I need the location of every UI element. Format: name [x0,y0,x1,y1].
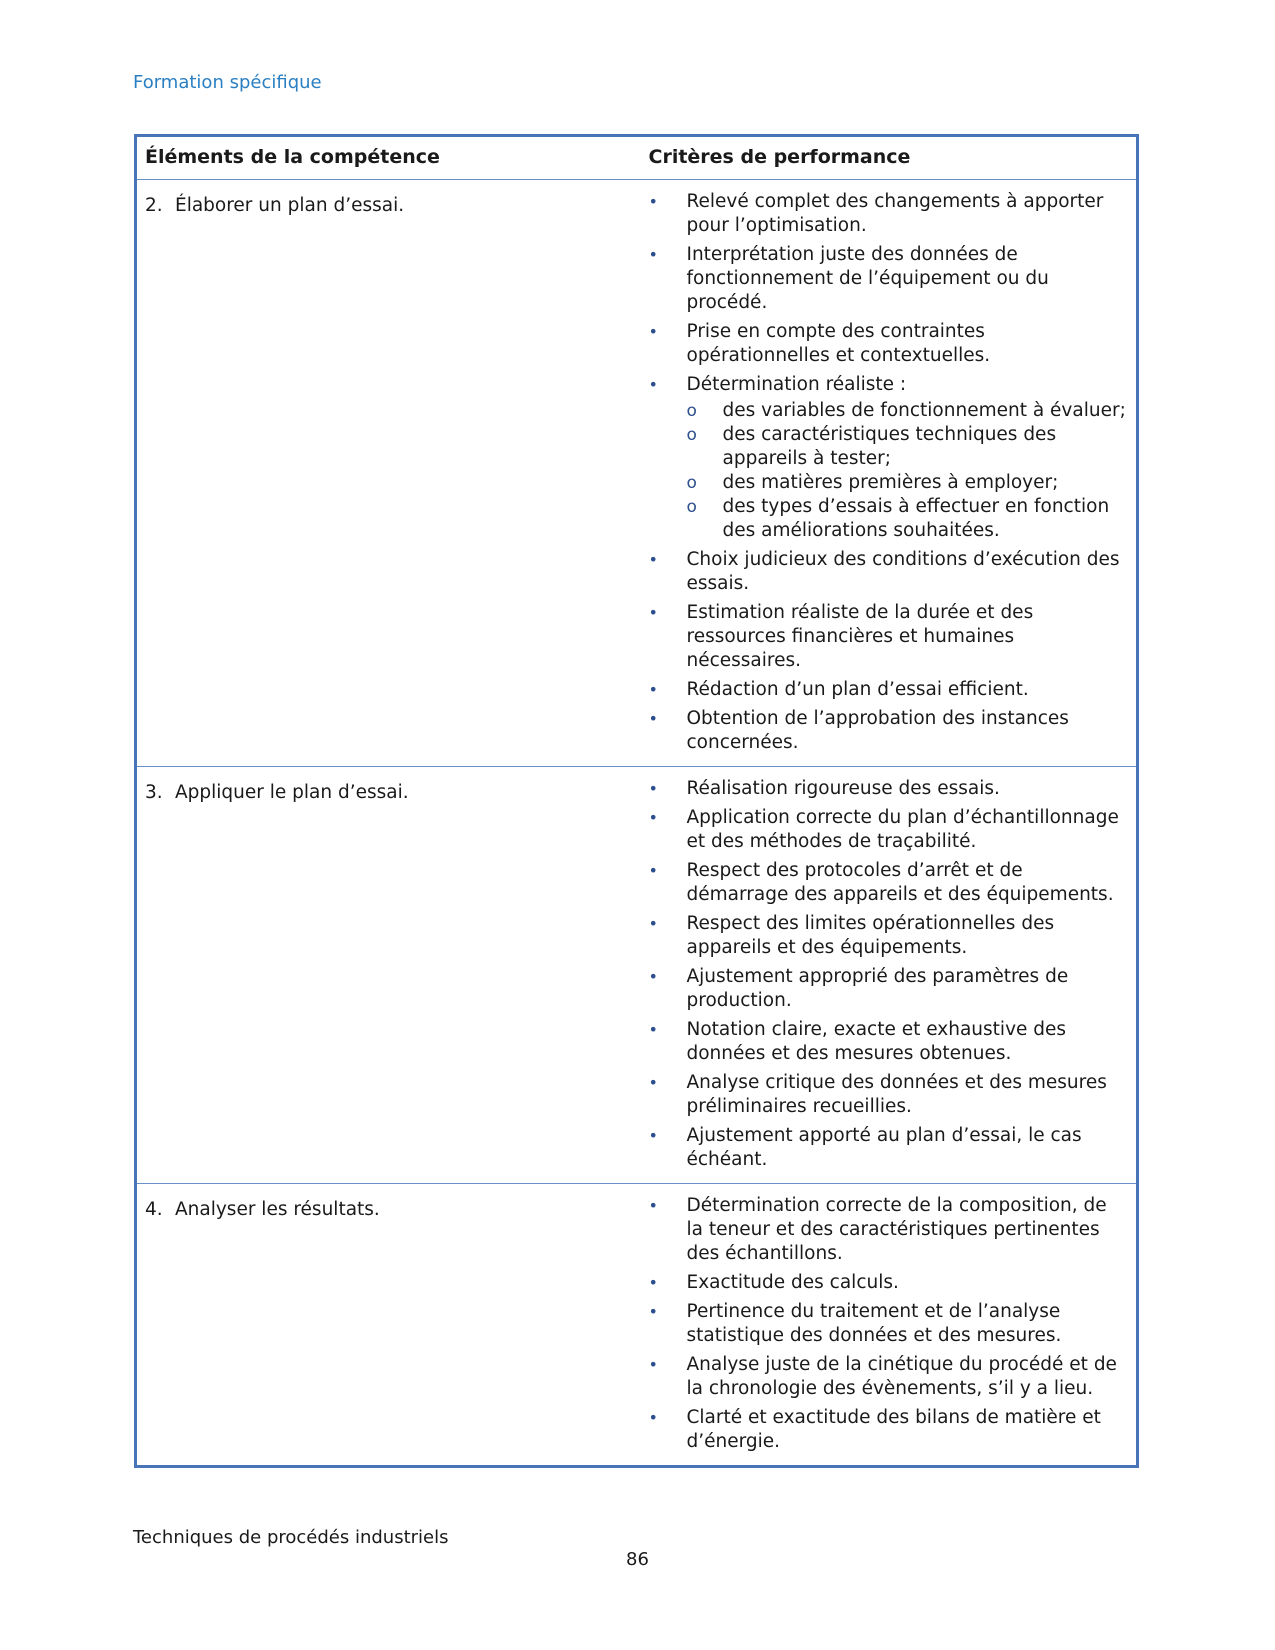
criterion-item: • Pertinence du traitement et de l’analyse statistique des données et des mesures. [648,1301,1062,1346]
table-header-row [136,136,1138,180]
criterion-item: • Application correcte du plan d’échantillonnage et des méthodes de traçabilité. [648,807,1119,852]
table-row [136,180,1138,767]
bullet-icon: • [648,375,658,394]
criterion-item: • Analyse juste de la cinétique du procédé et de la chronologie des évènements, s’il y a lieu. [648,1354,1117,1399]
element-text: Élaborer un plan d’essai. [175,195,405,216]
bullet-icon: • [648,192,658,211]
bullet-icon: • [648,779,658,798]
element-number: 2. [145,195,163,216]
competence-table [134,134,1139,1468]
bullet-icon: • [648,1126,658,1145]
circle-bullet-icon: o [686,425,697,445]
bullet-icon: • [648,967,658,986]
criterion-item: • Prise en compte des contraintes opérationnelles et contextuelles. [648,321,991,366]
bullet-icon: • [648,861,658,880]
criterion-item: • Réalisation rigoureuse des essais. [648,778,1000,799]
footer-program-title: Techniques de procédés industriels [133,1527,449,1548]
criterion-item: • Détermination correcte de la composition, de la teneur et des caractéristiques pertinentes des échantillons. [648,1195,1107,1264]
criterion-item: • Respect des protocoles d’arrêt et de démarrage des appareils et des équipements. [648,860,1114,905]
element-cell [136,1184,636,1467]
sub-criterion-item: o des matières premières à employer; [686,472,1059,493]
bullet-icon: • [648,550,658,569]
page-number: 86 [626,1549,649,1570]
column-header-criteria: Critères de performance [636,136,1138,180]
column-header-elements: Éléments de la compétence [136,136,636,180]
running-header: Formation spécifique [133,72,322,93]
sub-criterion-item: o des types d’essais à effectuer en fonction des améliorations souhaitées. [686,496,1110,541]
bullet-icon: • [648,1073,658,1092]
criterion-item: • Détermination réaliste : o des variables de fonctionnement à évaluer; o des caractéristiques techniques des appareils à tester; o des matières premières à employer; o des types d’essais à effectuer en fonction des améliorations souhaitées. [636,373,1129,543]
criterion-item: • Relevé complet des changements à apporter pour l’optimisation. [648,191,1104,236]
criterion-item: • Rédaction d’un plan d’essai efficient. [648,679,1029,700]
sub-criterion-item: o des caractéristiques techniques des appareils à tester; [686,424,1057,469]
criterion-item: • Exactitude des calculs. [648,1272,899,1293]
bullet-icon: • [648,1196,658,1215]
criteria-list [636,1194,1129,1454]
element-number: 4. [145,1199,163,1220]
sub-criterion-item: o des variables de fonctionnement à évaluer; [686,400,1126,421]
bullet-icon: • [648,1355,658,1374]
criteria-list [636,777,1129,1172]
criterion-item: • Respect des limites opérationnelles des appareils et des équipements. [648,913,1055,958]
bullet-icon: • [648,1408,658,1427]
criterion-item: • Estimation réaliste de la durée et des ressources financières et humaines nécessaires. [648,602,1034,671]
circle-bullet-icon: o [686,473,697,493]
criterion-item: • Analyse critique des données et des mesures préliminaires recueillies. [648,1072,1107,1117]
bullet-icon: • [648,808,658,827]
criterion-item: • Ajustement approprié des paramètres de production. [648,966,1069,1011]
element-number: 3. [145,782,163,803]
sub-criteria-list [687,399,1129,543]
element-cell [136,180,636,767]
criterion-item: • Clarté et exactitude des bilans de matière et d’énergie. [648,1407,1101,1452]
criteria-cell [636,180,1138,767]
criteria-cell [636,767,1138,1184]
criteria-list [636,190,1129,755]
criterion-item: • Interprétation juste des données de fonctionnement de l’équipement ou du procédé. [648,244,1049,313]
bullet-icon: • [648,680,658,699]
bullet-icon: • [648,322,658,341]
bullet-icon: • [648,1273,658,1292]
element-text: Analyser les résultats. [175,1199,380,1220]
bullet-icon: • [648,1020,658,1039]
criterion-item: • Obtention de l’approbation des instances concernées. [648,708,1069,753]
bullet-icon: • [648,603,658,622]
element-cell [136,767,636,1184]
bullet-icon: • [648,709,658,728]
bullet-icon: • [648,245,658,264]
table-row [136,1184,1138,1467]
criterion-item: • Ajustement apporté au plan d’essai, le cas échéant. [648,1125,1082,1170]
circle-bullet-icon: o [686,497,697,517]
circle-bullet-icon: o [686,401,697,421]
bullet-icon: • [648,914,658,933]
table-row [136,767,1138,1184]
element-text: Appliquer le plan d’essai. [175,782,409,803]
bullet-icon: • [648,1302,658,1321]
criteria-cell [636,1184,1138,1467]
criterion-item: • Choix judicieux des conditions d’exécution des essais. [648,549,1120,594]
criterion-item: • Notation claire, exacte et exhaustive des données et des mesures obtenues. [648,1019,1067,1064]
